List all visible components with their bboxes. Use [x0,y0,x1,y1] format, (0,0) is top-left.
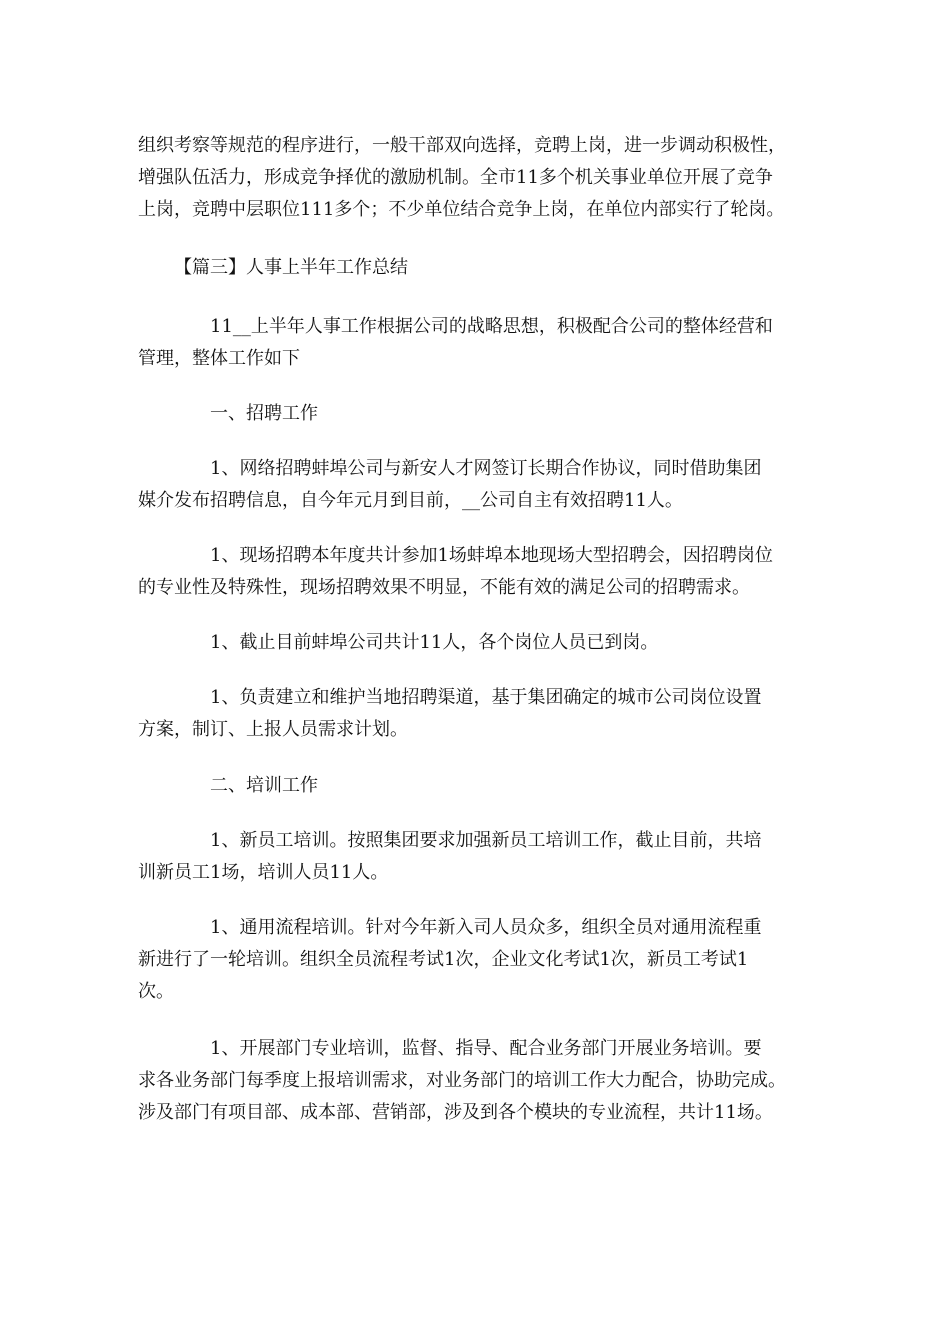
heading-text: 一、招聘工作 [210,403,318,424]
text-line: 1、通用流程培训。针对今年新入司人员众多，组织全员对通用流程重 [210,917,762,938]
text-line: 增强队伍活力，形成竞争择优的激励机制。全市11多个机关事业单位开展了竞争 [138,167,773,188]
paragraph-department-training [138,1033,828,1129]
paragraph-staffing-status [138,627,828,659]
text-line: 11__上半年人事工作根据公司的战略思想，积极配合公司的整体经营和 [210,316,773,337]
text-line: 求各业务部门每季度上报培训需求，对业务部门的培训工作大力配合，协助完成。 [138,1070,786,1091]
text-line: 的专业性及特殊性，现场招聘效果不明显，不能有效的满足公司的招聘需求。 [138,577,750,598]
section-title-text: 【篇三】人事上半年工作总结 [174,257,408,278]
paragraph-recruitment-channels [138,682,828,746]
section-title-part-three [138,252,828,284]
text-line: 管理，整体工作如下 [138,348,300,369]
text-line: 1、开展部门专业培训，监督、指导、配合业务部门开展业务培训。要 [210,1038,762,1059]
text-line: 1、截止目前蚌埠公司共计11人，各个岗位人员已到岗。 [210,632,659,653]
text-line: 1、现场招聘本年度共计参加1场蚌埠本地现场大型招聘会，因招聘岗位 [210,545,773,566]
heading-recruitment [138,398,828,430]
paragraph-overview [138,311,828,375]
heading-text: 二、培训工作 [210,775,318,796]
heading-training [138,770,828,802]
paragraph-onsite-recruitment [138,540,828,604]
text-line: 次。 [138,981,174,1002]
text-line: 涉及部门有项目部、成本部、营销部，涉及到各个模块的专业流程，共计11场。 [138,1102,773,1123]
paragraph-process-training [138,912,828,1008]
text-line: 训新员工1场，培训人员11人。 [138,862,389,883]
paragraph-new-employee-training [138,825,828,889]
text-line: 1、负责建立和维护当地招聘渠道，基于集团确定的城市公司岗位设置 [210,687,762,708]
text-line: 方案，制订、上报人员需求计划。 [138,719,408,740]
text-line: 1、网络招聘蚌埠公司与新安人才网签订长期合作协议，同时借助集团 [210,458,762,479]
text-line: 组织考察等规范的程序进行，一般干部双向选择，竞聘上岗，进一步调动积极性， [138,135,786,156]
paragraph-online-recruitment [138,453,828,517]
text-line: 1、新员工培训。按照集团要求加强新员工培训工作，截止目前，共培 [210,830,762,851]
text-line: 新进行了一轮培训。组织全员流程考试1次，企业文化考试1次，新员工考试1 [138,949,749,970]
text-line: 上岗，竞聘中层职位111多个；不少单位结合竞争上岗，在单位内部实行了轮岗。 [138,199,785,220]
paragraph-competition-intro [138,130,828,226]
text-line: 媒介发布招聘信息，自今年元月到目前，__公司自主有效招聘11人。 [138,490,683,511]
